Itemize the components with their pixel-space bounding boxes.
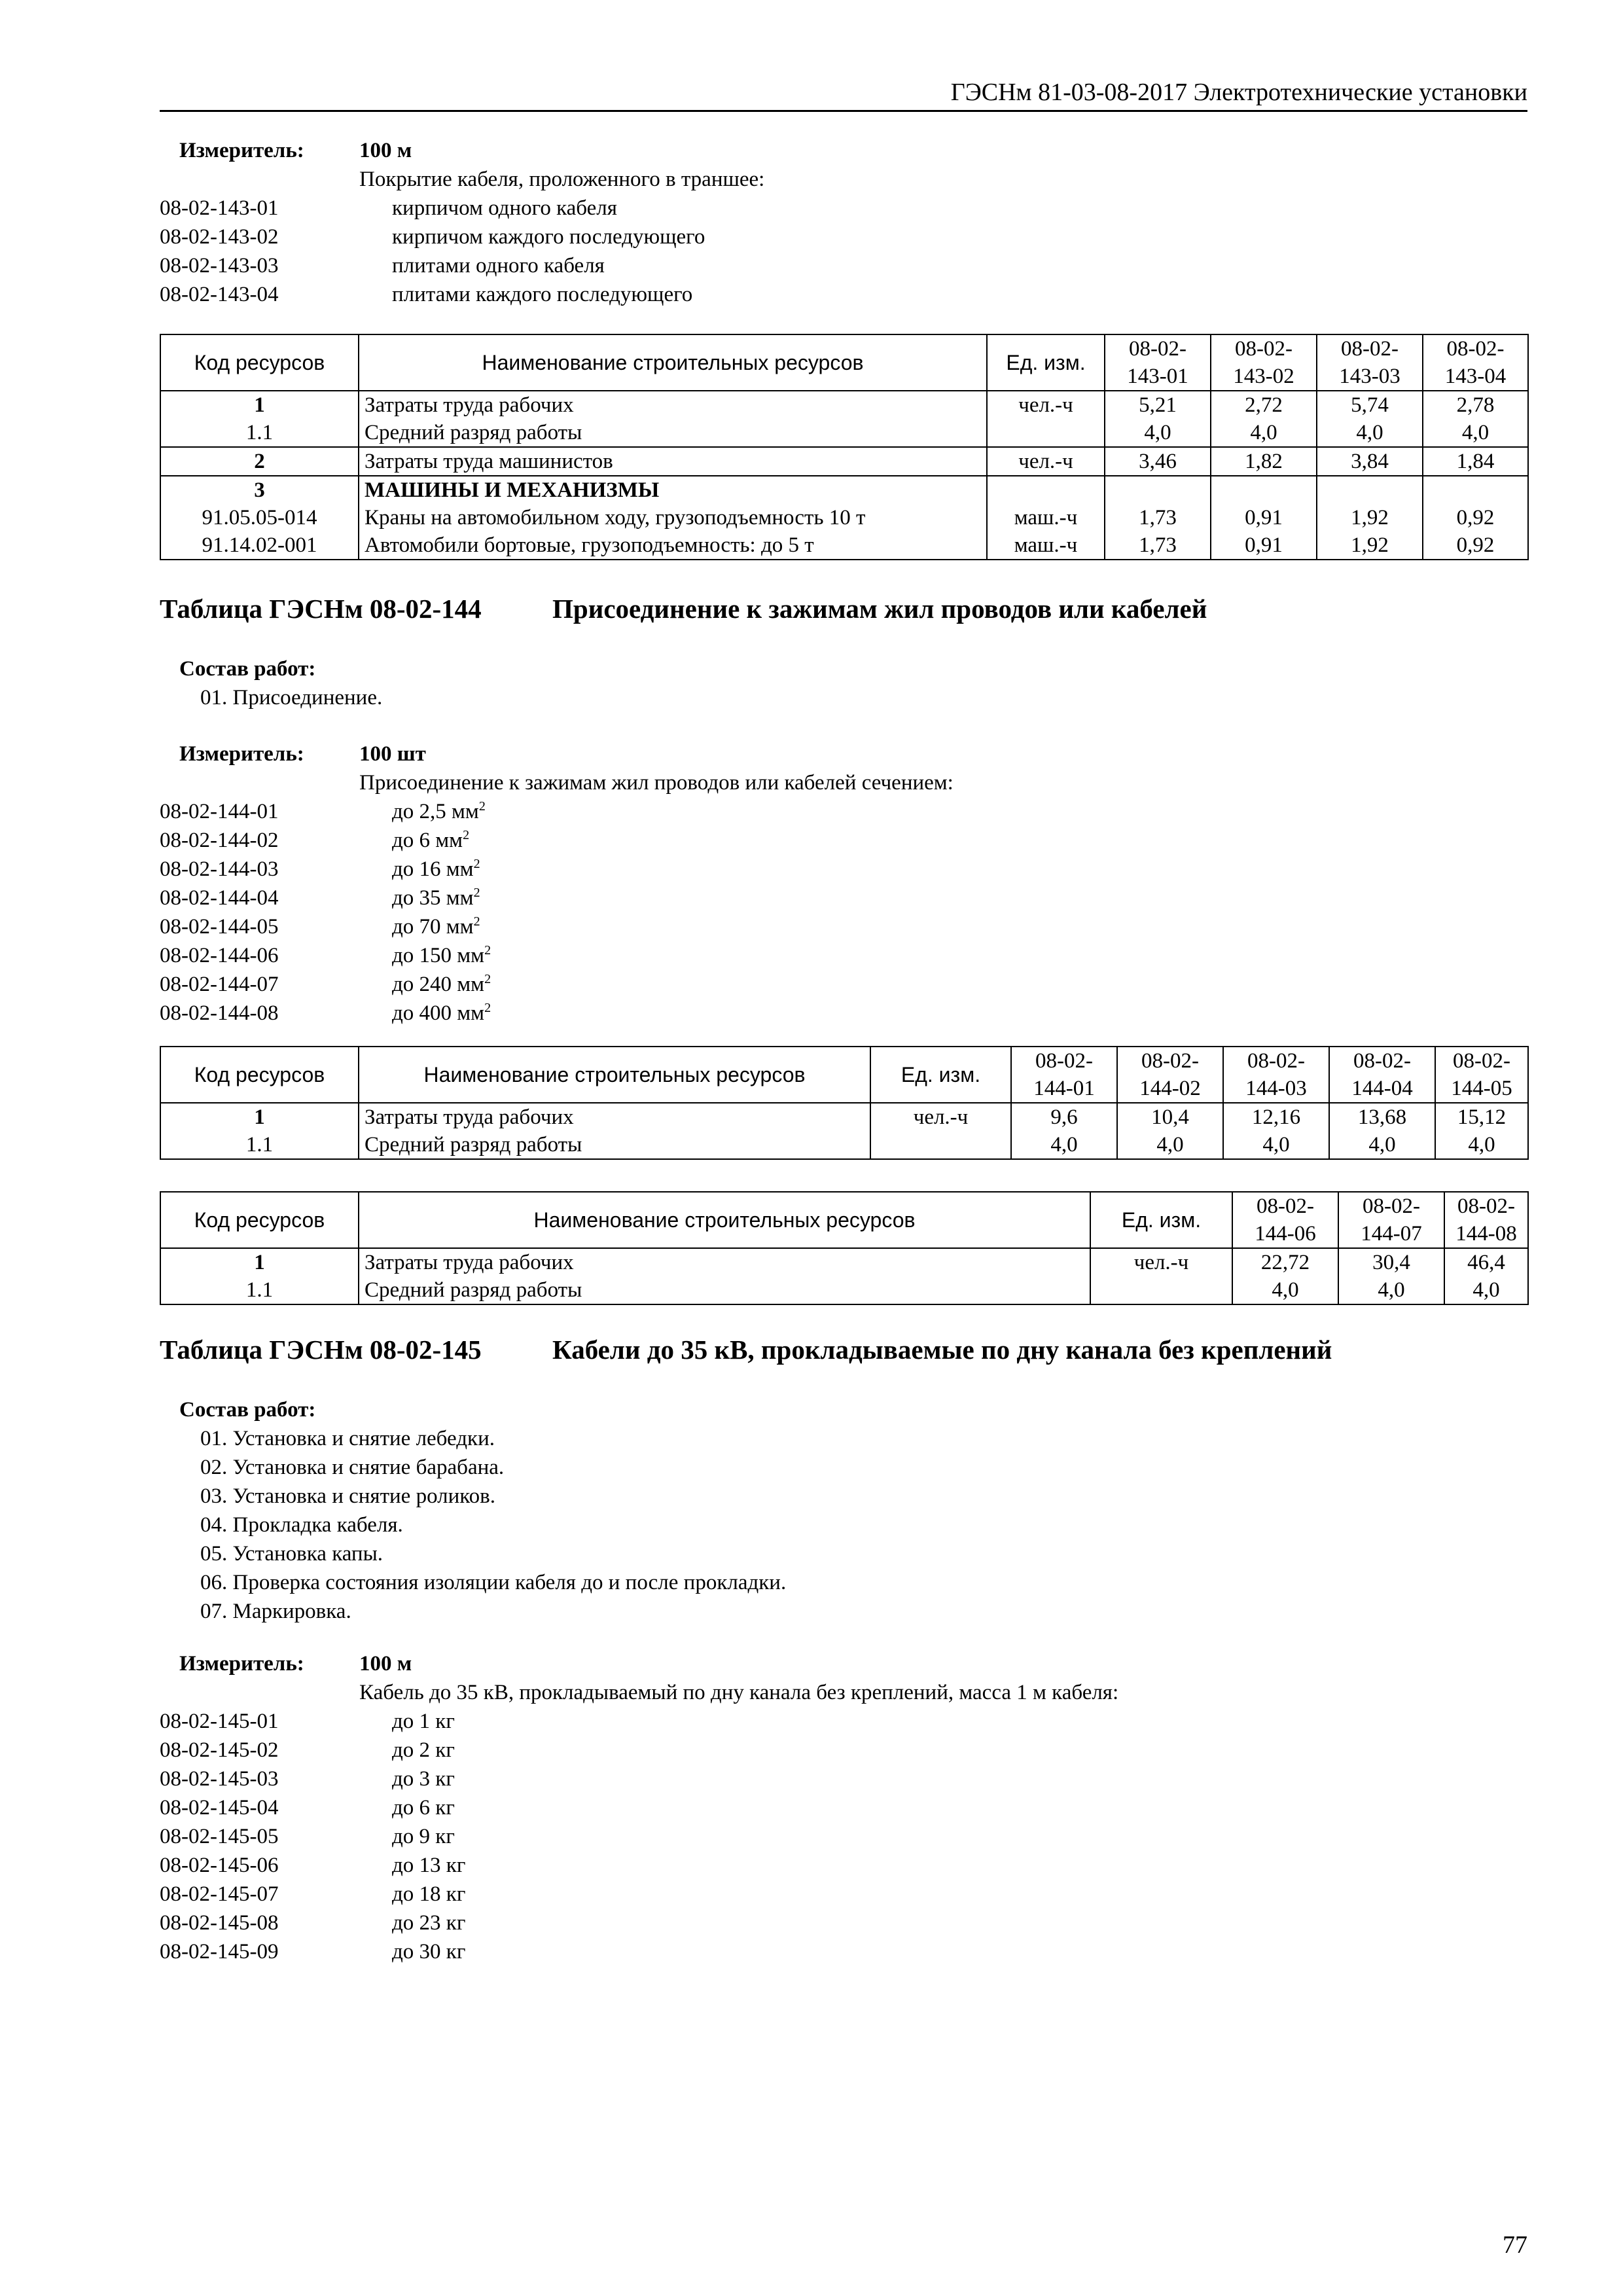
page-number: 77 <box>1503 2231 1527 2259</box>
resource-code: 08-02-144-02 <box>160 829 279 852</box>
cell-value: 0,92 <box>1423 504 1528 531</box>
work-item: 06. Проверка состояния изоляции кабеля до и после прокладки. <box>200 1571 787 1594</box>
cell-code: 1 <box>160 1248 359 1276</box>
code-row <box>160 941 1527 970</box>
cell-value: 0,91 <box>1211 504 1317 531</box>
code-row <box>160 1937 1527 1966</box>
header-norm-column: 08-02- 144-05 <box>1435 1047 1528 1103</box>
resource-code: 08-02-144-04 <box>160 886 279 910</box>
cell-unit: чел.-ч <box>987 391 1105 419</box>
cell-value: 4,0 <box>1011 1131 1117 1159</box>
cell-name: Краны на автомобильном ходу, грузоподъемность 10 т <box>359 504 987 531</box>
cell-value <box>1317 476 1423 504</box>
cell-value: 4,0 <box>1338 1276 1444 1304</box>
measure-description-row <box>160 1678 1527 1707</box>
table-row <box>160 531 1528 560</box>
resource-code: 08-02-145-07 <box>160 1882 279 1906</box>
page-header <box>160 75 1527 112</box>
table-header-row <box>160 334 1528 391</box>
header-norm-column: 08-02- 143-01 <box>1105 334 1211 391</box>
code-description: до 30 кг <box>392 1940 466 1964</box>
code-description: до 3 кг <box>392 1767 455 1791</box>
section-145-works <box>160 1395 1527 1626</box>
cell-name: Средний разряд работы <box>359 1131 870 1159</box>
resource-code: 08-02-143-02 <box>160 225 279 249</box>
code-description: до 2,5 $мм^2$ <box>392 799 486 823</box>
cell-value: 4,0 <box>1117 1131 1223 1159</box>
resource-code: 08-02-144-01 <box>160 800 279 823</box>
header-unit: Ед. изм. <box>870 1047 1011 1103</box>
cell-name: Затраты труда рабочих <box>359 1103 870 1131</box>
table-row <box>160 419 1528 447</box>
cell-unit: маш.-ч <box>987 504 1105 531</box>
measure-description: Покрытие кабеля, проложенного в траншее: <box>359 168 765 191</box>
measure-label: Измеритель: <box>179 1652 304 1676</box>
table-145-title <box>160 1334 1332 1365</box>
header-norm-column: 08-02- 144-02 <box>1117 1047 1223 1103</box>
resource-code: 08-02-143-03 <box>160 254 279 278</box>
resource-code: 08-02-144-08 <box>160 1001 279 1025</box>
table-heading: Присоединение к зажимам жил проводов или кабелей <box>552 594 1207 624</box>
table-row <box>160 1103 1528 1131</box>
cell-code: 91.14.02-001 <box>160 531 359 560</box>
cell-name: МАШИНЫ И МЕХАНИЗМЫ <box>359 476 987 504</box>
code-row <box>160 1765 1527 1793</box>
code-description: до 6 $мм^2$ <box>392 828 470 852</box>
code-description: до 240 $мм^2$ <box>392 972 491 996</box>
cell-value <box>1423 476 1528 504</box>
resource-code: 08-02-143-04 <box>160 283 279 306</box>
section-143-measure <box>160 136 1527 309</box>
code-description: до 2 кг <box>392 1738 455 1762</box>
work-item: 07. Маркировка. <box>200 1600 351 1623</box>
header-norm-column: 08-02- 144-01 <box>1011 1047 1117 1103</box>
cell-value: 4,0 <box>1444 1276 1528 1304</box>
cell-value: 1,73 <box>1105 531 1211 560</box>
cell-value: 1,92 <box>1317 531 1423 560</box>
code-description: до 1 кг <box>392 1710 455 1733</box>
cell-code: 1 <box>160 1103 359 1131</box>
table-number: Таблица ГЭСНм 08-02-144 <box>160 594 482 624</box>
measure-row <box>160 136 1527 165</box>
cell-value: 2,72 <box>1211 391 1317 419</box>
work-composition-title: Состав работ: <box>179 1398 316 1422</box>
code-row <box>160 797 1527 826</box>
code-description: до 18 кг <box>392 1882 466 1906</box>
work-item: 03. Установка и снятие роликов. <box>200 1484 495 1508</box>
cell-name: Средний разряд работы <box>359 419 987 447</box>
code-description: до 400 $мм^2$ <box>392 1001 491 1025</box>
resource-code: 08-02-145-03 <box>160 1767 279 1791</box>
cell-value: 46,4 <box>1444 1248 1528 1276</box>
code-row <box>160 1707 1527 1736</box>
code-row <box>160 970 1527 999</box>
cell-value: 22,72 <box>1232 1248 1338 1276</box>
table-number: Таблица ГЭСНм 08-02-145 <box>160 1335 482 1365</box>
code-description: плитами одного кабеля <box>392 254 605 278</box>
cell-value: 1,82 <box>1211 447 1317 476</box>
table-header-row <box>160 1192 1528 1248</box>
table-144-title <box>160 593 1207 624</box>
cell-value: 3,84 <box>1317 447 1423 476</box>
cell-value: 4,0 <box>1423 419 1528 447</box>
resource-table-144-b <box>160 1191 1529 1305</box>
cell-value: 5,74 <box>1317 391 1423 419</box>
code-row <box>160 280 1527 309</box>
table-header-row <box>160 1047 1528 1103</box>
cell-name: Автомобили бортовые, грузоподъемность: до 5 т <box>359 531 987 560</box>
cell-value: 0,91 <box>1211 531 1317 560</box>
work-item: 04. Прокладка кабеля. <box>200 1513 403 1537</box>
cell-name: Средний разряд работы <box>359 1276 1090 1304</box>
code-row <box>160 855 1527 884</box>
header-norm-column: 08-02- 143-03 <box>1317 334 1423 391</box>
code-row <box>160 1822 1527 1851</box>
cell-value: 4,0 <box>1105 419 1211 447</box>
code-row <box>160 194 1527 223</box>
measure-row <box>160 1649 1527 1678</box>
cell-unit <box>1090 1276 1232 1304</box>
resource-code: 08-02-145-01 <box>160 1710 279 1733</box>
code-row <box>160 1736 1527 1765</box>
code-row <box>160 826 1527 855</box>
cell-unit: чел.-ч <box>987 447 1105 476</box>
header-norm-column: 08-02- 144-07 <box>1338 1192 1444 1248</box>
resource-code: 08-02-145-09 <box>160 1940 279 1964</box>
cell-code: 1.1 <box>160 1276 359 1304</box>
cell-value: 1,84 <box>1423 447 1528 476</box>
resource-table-144-a <box>160 1046 1529 1160</box>
cell-unit: маш.-ч <box>987 531 1105 560</box>
measure-value: 100 м <box>359 139 412 162</box>
table-row <box>160 1276 1528 1304</box>
header-code: Код ресурсов <box>160 1047 359 1103</box>
cell-value: 1,73 <box>1105 504 1211 531</box>
cell-value <box>1105 476 1211 504</box>
cell-unit <box>870 1131 1011 1159</box>
code-row <box>160 884 1527 912</box>
measure-label: Измеритель: <box>179 139 304 162</box>
cell-value: 4,0 <box>1317 419 1423 447</box>
measure-description: Присоединение к зажимам жил проводов или кабелей сечением: <box>359 771 954 795</box>
cell-code: 3 <box>160 476 359 504</box>
cell-unit <box>987 476 1105 504</box>
header-norm-column: 08-02- 143-02 <box>1211 334 1317 391</box>
table-row <box>160 476 1528 504</box>
work-item: 01. Установка и снятие лебедки. <box>200 1427 495 1450</box>
table-row <box>160 504 1528 531</box>
section-144-measure <box>160 740 1527 1028</box>
code-description: до 150 $мм^2$ <box>392 943 491 967</box>
resource-code: 08-02-145-02 <box>160 1738 279 1762</box>
resource-code: 08-02-145-04 <box>160 1796 279 1820</box>
cell-value: 15,12 <box>1435 1103 1528 1131</box>
cell-code: 1 <box>160 391 359 419</box>
code-description: до 70 $мм^2$ <box>392 914 480 939</box>
header-norm-column: 08-02- 144-03 <box>1223 1047 1329 1103</box>
cell-value: 0,92 <box>1423 531 1528 560</box>
table-row <box>160 447 1528 476</box>
measure-description-row <box>160 768 1527 797</box>
header-name: Наименование строительных ресурсов <box>359 1192 1090 1248</box>
header-norm-column: 08-02- 144-06 <box>1232 1192 1338 1248</box>
code-description: плитами каждого последующего <box>392 283 693 306</box>
resource-table-143 <box>160 334 1529 560</box>
code-description: кирпичом каждого последующего <box>392 225 705 249</box>
code-row <box>160 1793 1527 1822</box>
table-heading: Кабели до 35 кВ, прокладываемые по дну канала без креплений <box>552 1335 1332 1365</box>
cell-value: 4,0 <box>1211 419 1317 447</box>
cell-value: 12,16 <box>1223 1103 1329 1131</box>
cell-name: Затраты труда машинистов <box>359 447 987 476</box>
cell-unit <box>987 419 1105 447</box>
header-norm-column: 08-02- 143-04 <box>1423 334 1528 391</box>
resource-code: 08-02-144-06 <box>160 944 279 967</box>
header-norm-column: 08-02- 144-04 <box>1329 1047 1435 1103</box>
measure-value: 100 м <box>359 1652 412 1676</box>
code-description: до 9 кг <box>392 1825 455 1848</box>
work-item: 01. Присоединение. <box>200 686 383 709</box>
cell-code: 1.1 <box>160 1131 359 1159</box>
cell-code: 1.1 <box>160 419 359 447</box>
code-description: до 23 кг <box>392 1911 466 1935</box>
cell-value: 3,46 <box>1105 447 1211 476</box>
cell-code: 91.05.05-014 <box>160 504 359 531</box>
resource-code: 08-02-144-07 <box>160 973 279 996</box>
header-name: Наименование строительных ресурсов <box>359 334 987 391</box>
work-item: 05. Установка капы. <box>200 1542 383 1566</box>
code-description: до 35 $мм^2$ <box>392 886 480 910</box>
table-row <box>160 1131 1528 1159</box>
resource-code: 08-02-145-05 <box>160 1825 279 1848</box>
header-code: Код ресурсов <box>160 1192 359 1248</box>
code-row <box>160 1880 1527 1909</box>
header-norm-column: 08-02- 144-08 <box>1444 1192 1528 1248</box>
code-row <box>160 999 1527 1028</box>
cell-unit: чел.-ч <box>870 1103 1011 1131</box>
measure-row <box>160 740 1527 768</box>
cell-code: 2 <box>160 447 359 476</box>
cell-unit: чел.-ч <box>1090 1248 1232 1276</box>
resource-code: 08-02-145-08 <box>160 1911 279 1935</box>
cell-value: 4,0 <box>1435 1131 1528 1159</box>
cell-value: 9,6 <box>1011 1103 1117 1131</box>
cell-name: Затраты труда рабочих <box>359 1248 1090 1276</box>
code-row <box>160 251 1527 280</box>
code-row <box>160 1909 1527 1937</box>
header-unit: Ед. изм. <box>987 334 1105 391</box>
table-row <box>160 391 1528 419</box>
cell-value: 4,0 <box>1223 1131 1329 1159</box>
cell-value: 2,78 <box>1423 391 1528 419</box>
code-description: до 16 $мм^2$ <box>392 857 480 881</box>
resource-code: 08-02-145-06 <box>160 1854 279 1877</box>
cell-value: 5,21 <box>1105 391 1211 419</box>
cell-value <box>1211 476 1317 504</box>
table-row <box>160 1248 1528 1276</box>
header-code: Код ресурсов <box>160 334 359 391</box>
work-composition-title: Состав работ: <box>179 657 316 681</box>
work-item: 02. Установка и снятие барабана. <box>200 1456 505 1479</box>
cell-value: 4,0 <box>1232 1276 1338 1304</box>
resource-code: 08-02-144-03 <box>160 857 279 881</box>
header-unit: Ед. изм. <box>1090 1192 1232 1248</box>
code-description: до 13 кг <box>392 1854 466 1877</box>
header-name: Наименование строительных ресурсов <box>359 1047 870 1103</box>
cell-value: 4,0 <box>1329 1131 1435 1159</box>
resource-code: 08-02-143-01 <box>160 196 279 220</box>
code-row <box>160 1851 1527 1880</box>
cell-value: 13,68 <box>1329 1103 1435 1131</box>
code-description: до 6 кг <box>392 1796 455 1820</box>
section-145-measure <box>160 1649 1527 1966</box>
measure-label: Измеритель: <box>179 742 304 766</box>
cell-value: 1,92 <box>1317 504 1423 531</box>
measure-value: 100 шт <box>359 742 426 766</box>
code-row <box>160 912 1527 941</box>
cell-name: Затраты труда рабочих <box>359 391 987 419</box>
measure-description: Кабель до 35 кВ, прокладываемый по дну канала без креплений, масса 1 м кабеля: <box>359 1681 1119 1704</box>
document-title: ГЭСНм 81-03-08-2017 Электротехнические установки <box>950 79 1527 106</box>
code-row <box>160 223 1527 251</box>
code-description: кирпичом одного кабеля <box>392 196 617 220</box>
cell-value: 10,4 <box>1117 1103 1223 1131</box>
resource-code: 08-02-144-05 <box>160 915 279 939</box>
cell-value: 30,4 <box>1338 1248 1444 1276</box>
section-144-works <box>160 655 1527 712</box>
measure-description-row <box>160 165 1527 194</box>
